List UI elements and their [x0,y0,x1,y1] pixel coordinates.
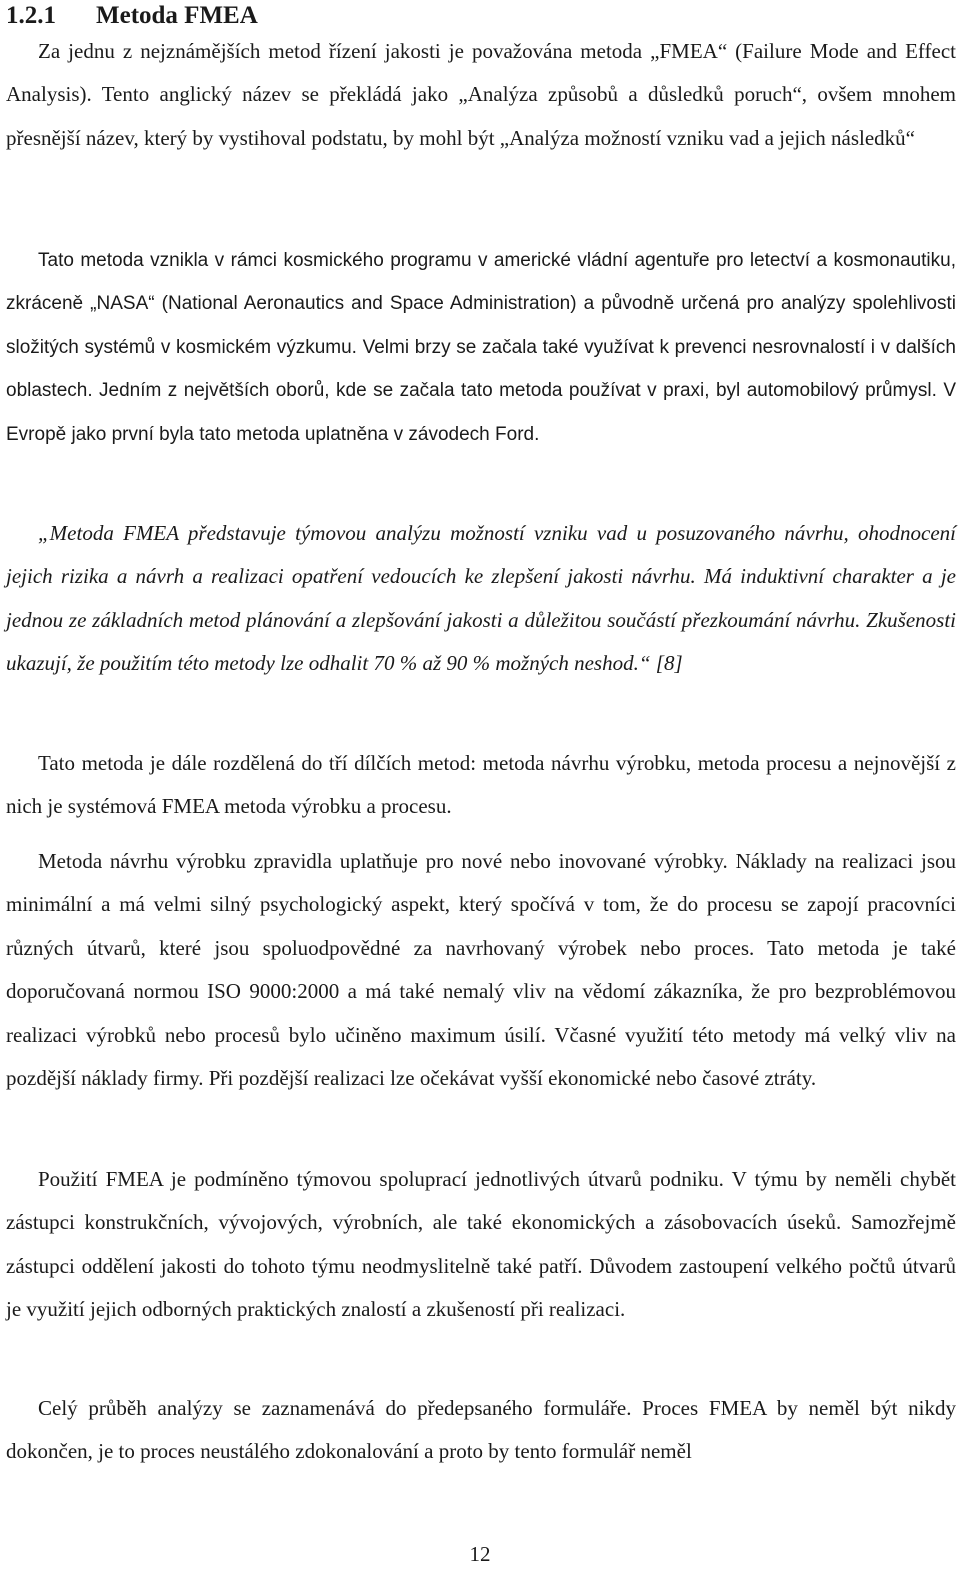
section-title: Metoda FMEA [96,2,258,29]
paragraph-intro: Za jednu z nejznámějších metod řízení jakosti je považována metoda „FMEA“ (Failure Mode and Effect Analysis). Tento anglický název se překládá jako „Analýza způsobů a důsledků poruch“, ovšem mnohem přesnější název, který by vystihoval podstatu, by mohl být „Analýza možností vzniku vad a jejich následků“ [6,39,956,150]
section-number: 1.2.1 [6,2,56,29]
paragraph-submethods: Tato metoda je dále rozdělená do tří dílčích metod: metoda návrhu výrobku, metoda procesu a nejnovější z nich je systémová FMEA metoda výrobku a procesu. [6,751,956,819]
page-number: 12 [469,1542,491,1566]
paragraph-team: Použití FMEA je podmíněno týmovou spoluprací jednotlivých útvarů podniku. V týmu by neměli chybět zástupci konstrukčních, vývojových, výrobních, ale také ekonomických a zásobovacích úseků. Samozřejmě zástupci oddělení jakosti do tohoto týmu neodmyslitelně také patří. Důvodem zastoupení velkého počtů útvarů je využití jejich odborných praktických znalostí a zkušeností při realizaci. [6,1167,956,1322]
paragraph-definition-quote: „Metoda FMEA představuje týmovou analýzu možností vzniku vad u posuzovaného návrhu, ohodnocení jejich rizika a návrh a realizaci opatření vedoucích ke zlepšení jakosti návrhu. Má induktivní charakter a je jednou ze základních metod plánování a zlepšování jakosti a důležitou součástí přezkoumání návrhu. Zkušenosti ukazují, že použitím této metody lze odhalit 70 % až 90 % možných neshod.“ [8] [6,521,956,676]
paragraph-product-design: Metoda návrhu výrobku zpravidla uplatňuje pro nové nebo inovované výrobky. Náklady na realizaci jsou minimální a má velmi silný psychologický aspekt, který spočívá v tom, že do procesu se zapojí pracovníci různých útvarů, které jsou spoluodpovědné za navrhovaný výrobek nebo proces. Tato metoda je také doporučovaná normou ISO 9000:2000 a má také nemalý vliv na vědomí zákazníka, že pro bezproblémovou realizaci výrobků nebo procesů bylo učiněno maximum úsilí. Včasné využití této metody má velký vliv na pozdější náklady firmy. Při pozdější realizaci lze očekávat vyšší ekonomické nebo časové ztráty. [6,849,956,1091]
section-heading [6,0,258,32]
paragraph-form: Celý průběh analýzy se zaznamenává do předepsaného formuláře. Proces FMEA by neměl být nikdy dokončen, je to proces neustálého zdokonalování a proto by tento formulář neměl [6,1396,956,1464]
paragraph-origin: Tato metoda vznikla v rámci kosmického programu v americké vládní agentuře pro letectví a kosmonautiku, zkráceně „NASA“ (National Aeronautics and Space Administration) a původně určená pro analýzy spolehlivosti složitých systémů v kosmickém výzkumu. Velmi brzy se začala také využívat k prevenci nesrovnalostí i v dalších oblastech. Jedním z největších oborů, kde se začala tato metoda používat v praxi, byl automobilový průmysl. V Evropě jako první byla tato metoda uplatněna v závodech Ford. [6,250,956,445]
